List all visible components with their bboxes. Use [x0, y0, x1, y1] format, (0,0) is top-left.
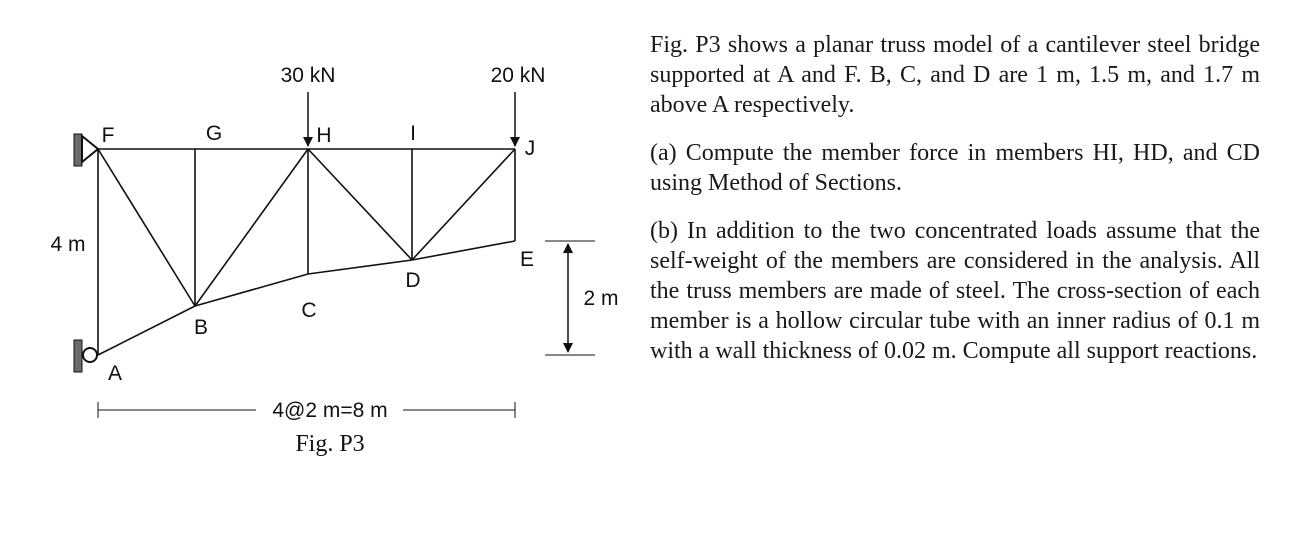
pin-support-F: [74, 134, 98, 166]
node-label-C: C: [301, 299, 317, 322]
load-label-J: 20 kN: [490, 64, 546, 87]
problem-part-a: (a) Compute the member force in members HI, HD, and CD using Method of Sections.: [650, 140, 1260, 196]
node-label-D: D: [405, 269, 421, 292]
node-label-E: E: [519, 248, 535, 271]
node-label-I: I: [410, 122, 416, 145]
member-AB: [98, 306, 195, 355]
problem-part-b: (b) In addition to the two concentrated loads assume that the self-weight of the members are considered in the analysis. All the truss members are made of steel. The cross-section of each member is a hollow circular tube with an inner radius of 0.1 m with a wall thickness of 0.02 m. Compute all support reactions.: [650, 218, 1260, 364]
problem-statement: [650, 30, 1260, 384]
dimension-height-right: 2 m: [583, 287, 619, 310]
load-label-H: 30 kN: [280, 64, 336, 87]
member-BH: [195, 149, 308, 306]
node-label-G: G: [205, 122, 223, 145]
node-label-F: F: [101, 124, 115, 147]
figure-caption: Fig. P3: [295, 431, 365, 457]
truss-members: [98, 149, 515, 355]
member-HD: [308, 149, 412, 260]
node-label-H: H: [316, 124, 332, 147]
member-BC: [195, 274, 308, 306]
roller-support-A: [74, 340, 97, 372]
node-label-B: B: [193, 316, 209, 339]
dimension-height-left: 4 m: [50, 233, 86, 256]
node-label-A: A: [107, 362, 123, 385]
node-label-J: J: [524, 137, 536, 160]
member-CD: [308, 260, 412, 274]
problem-intro: Fig. P3 shows a planar truss model of a cantilever steel bridge supported at A and F. B, C, and D are 1 m, 1.5 m, and 1.7 m above A respectively.: [650, 32, 1260, 118]
truss-diagram: [0, 0, 640, 538]
member-FB: [98, 149, 195, 306]
dimension-span: 4@2 m=8 m: [272, 399, 388, 422]
